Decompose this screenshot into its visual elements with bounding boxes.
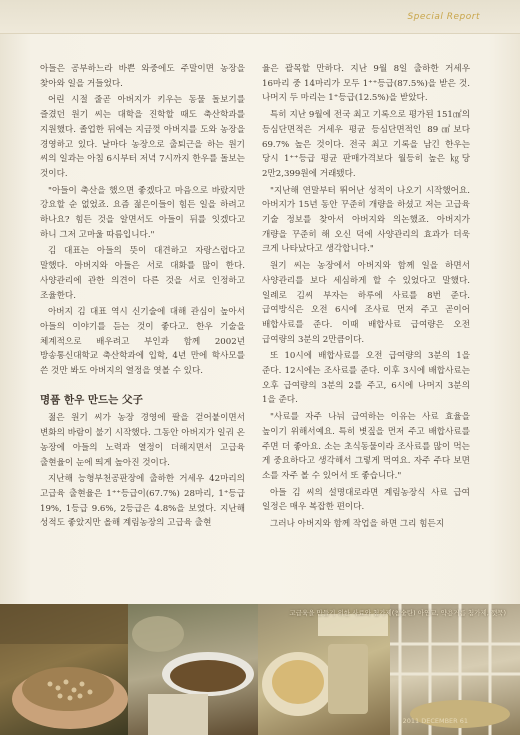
paragraph: "아들이 축산을 했으면 좋겠다고 마음으로 바랐지만 강요할 순 없었죠. 요즘 젊은이들이 힘든 일을 하려고 하나요? 힘든 것을 알면서도 아들이 뒤를 잇겠다고 하니 그저 고마울 따름입니다.": [40, 185, 245, 240]
hands-with-grains-illustration: [0, 604, 128, 735]
paragraph: 그러나 아버지와 함께 작업을 하면 그리 힘든지: [270, 519, 445, 530]
feed-grains-photo: [0, 604, 128, 735]
paragraph: 율은 괄목할 만하다. 지난 9월 8일 출하한 거세우 16마리 중 14마리가 모두 1⁺⁺등급(87.5%)을 받은 것. 나머지 두 마리는 1⁺등급(12.5%)을 받았다.: [262, 64, 470, 104]
feed-bucket-photo: [128, 604, 258, 735]
left-column: [40, 62, 245, 531]
paragraph: 원기 씨는 농장에서 아버지와 함께 일을 하면서 사양관리를 보다 세심하게 할 수 있었다고 말했다. 일례로 김씨 부자는 하루에 사료를 8번 준다. 급여방식은 오전 6시에 조사료 먼저 주고 곧이어 배합사료를 준다. 이때 배합사료 급여량은 오전 급여량의 3분의 2만큼이다.: [262, 261, 470, 345]
paragraph: 젊은 원기 씨가 농장 경영에 팔을 걷어붙이면서 변화의 바람이 불기 시작했다. 그동안 아버지가 일궈 온 농장에 아들의 노력과 열정이 더해지면서 고급육 출현율이 눈에 띄게 높아진 것이다.: [40, 413, 245, 468]
paragraph: 어린 시절 줄곧 아버지가 키우는 동물 돌보기를 즐겼던 원기 씨는 대학을 진학할 때도 축산학과를 지원했다. 졸업한 뒤에는 지금껏 아버지를 도와 농장을 경영하고 있다. 날마다 농장으로 출퇴근을 하는 원기 씨의 일과는 아침 6시부터 저녁 7시까지 한우를 돌보는 것이다.: [40, 95, 245, 179]
paragraph: 김 대표는 아들의 뜻이 대견하고 자랑스럽다고 말했다. 아버지와 아들은 서로 대화를 많이 한다. 사양관리에 관한 의견이 다른 것을 서로 인정하고 조율한다.: [40, 246, 245, 301]
paragraph: 또 10시에 배합사료를 오전 급여량의 3분의 1을 준다. 12시에는 조사료를 준다. 이후 3시에 배합사료는 오후 급여량의 3분의 2를 주고, 6시에 나머지 3분의 1을 준다.: [262, 351, 470, 406]
paragraph: 지난해 능형부천공판장에 출하한 거세우 42마리의 고급육 출현율은 1⁺⁺등급이(67.7%) 28마리, 1⁺등급 19%, 1등급 9.6%, 2등급은 4.8%을 보였다. 지난해 성적도 좋았지만 올해 계림농장의 고급육 출현: [40, 474, 245, 529]
photo-caption: 고급육을 만들기 위한 사료와 첨가제(참숯탄) 아연교, 약용거름 첨가제, 깻묵): [289, 609, 506, 617]
page-folio: 2011 DECEMBER 61: [402, 717, 468, 725]
pen-illustration: [390, 604, 520, 735]
paragraph: 아들은 공부하느라 바쁜 와중에도 주말이면 농장을 찾아와 일을 거들었다.: [40, 64, 245, 89]
scoop-illustration: [258, 604, 390, 735]
section-subheading: 명품 한우 만드는 父子: [40, 393, 143, 406]
paragraph: "지난해 연말부터 뛰어난 성적이 나오기 시작했어요. 아버지가 15년 동안 꾸준히 개량을 하셨고 저는 고급육 기술 정보를 찾아서 아버지와 의논했죠. 아버지가 개량을 꾸준히 해 오신 덕에 사양관리의 효과가 더욱 크게 나타났다고 생각합니다.": [262, 185, 470, 255]
paragraph: 특히 지난 9월에 전국 최고 기록으로 평가된 151㎠의 등심단면적은 거세우 평균 등심단면적인 89㎠보다 69.7% 높은 것이다. 전국 최고 기록을 남긴 한우는 당시 1⁺⁺등급 평균 판매가격보다 월등히 높은 ㎏당 2만2,399원에 거래됐다.: [262, 110, 470, 179]
photo-strip: [0, 604, 520, 735]
paragraph: 아버지 김 대표 역시 신기술에 대해 관심이 높아서 아들의 이야기를 듣는 것이 좋다고. 한우 기술을 체계적으로 배우려고 부인과 함께 2002년 방송통신대학교 축산학과에 입학, 4년 만에 학사모를 쓴 것만 봐도 아버지의 열정을 엿볼 수 있다.: [40, 307, 245, 377]
bucket-illustration: [128, 604, 258, 735]
page-header: [0, 0, 520, 34]
right-column: [262, 62, 470, 532]
paragraph: 아들 김 씨의 설명대로라면 계림농장식 사료 급여 일정은 매우 복잡한 편이다.: [262, 487, 470, 513]
cattle-pen-photo: [390, 604, 520, 735]
paragraph: "사료를 자주 나눠 급여하는 이유는 사료 효율을 높이기 위해서예요. 특히 볏짚을 먼저 주고 배합사료를 주면 더 좋아요. 소는 초식동물이라 조사료를 많이 먹는 게 중요하다고 생각해서 그렇게 먹여요. 자주 주다 보면 소를 자주 볼 수 있어서 또 좋습니다.": [262, 412, 470, 481]
feed-scoop-photo: [258, 604, 390, 735]
section-label: Special Report: [407, 12, 480, 22]
